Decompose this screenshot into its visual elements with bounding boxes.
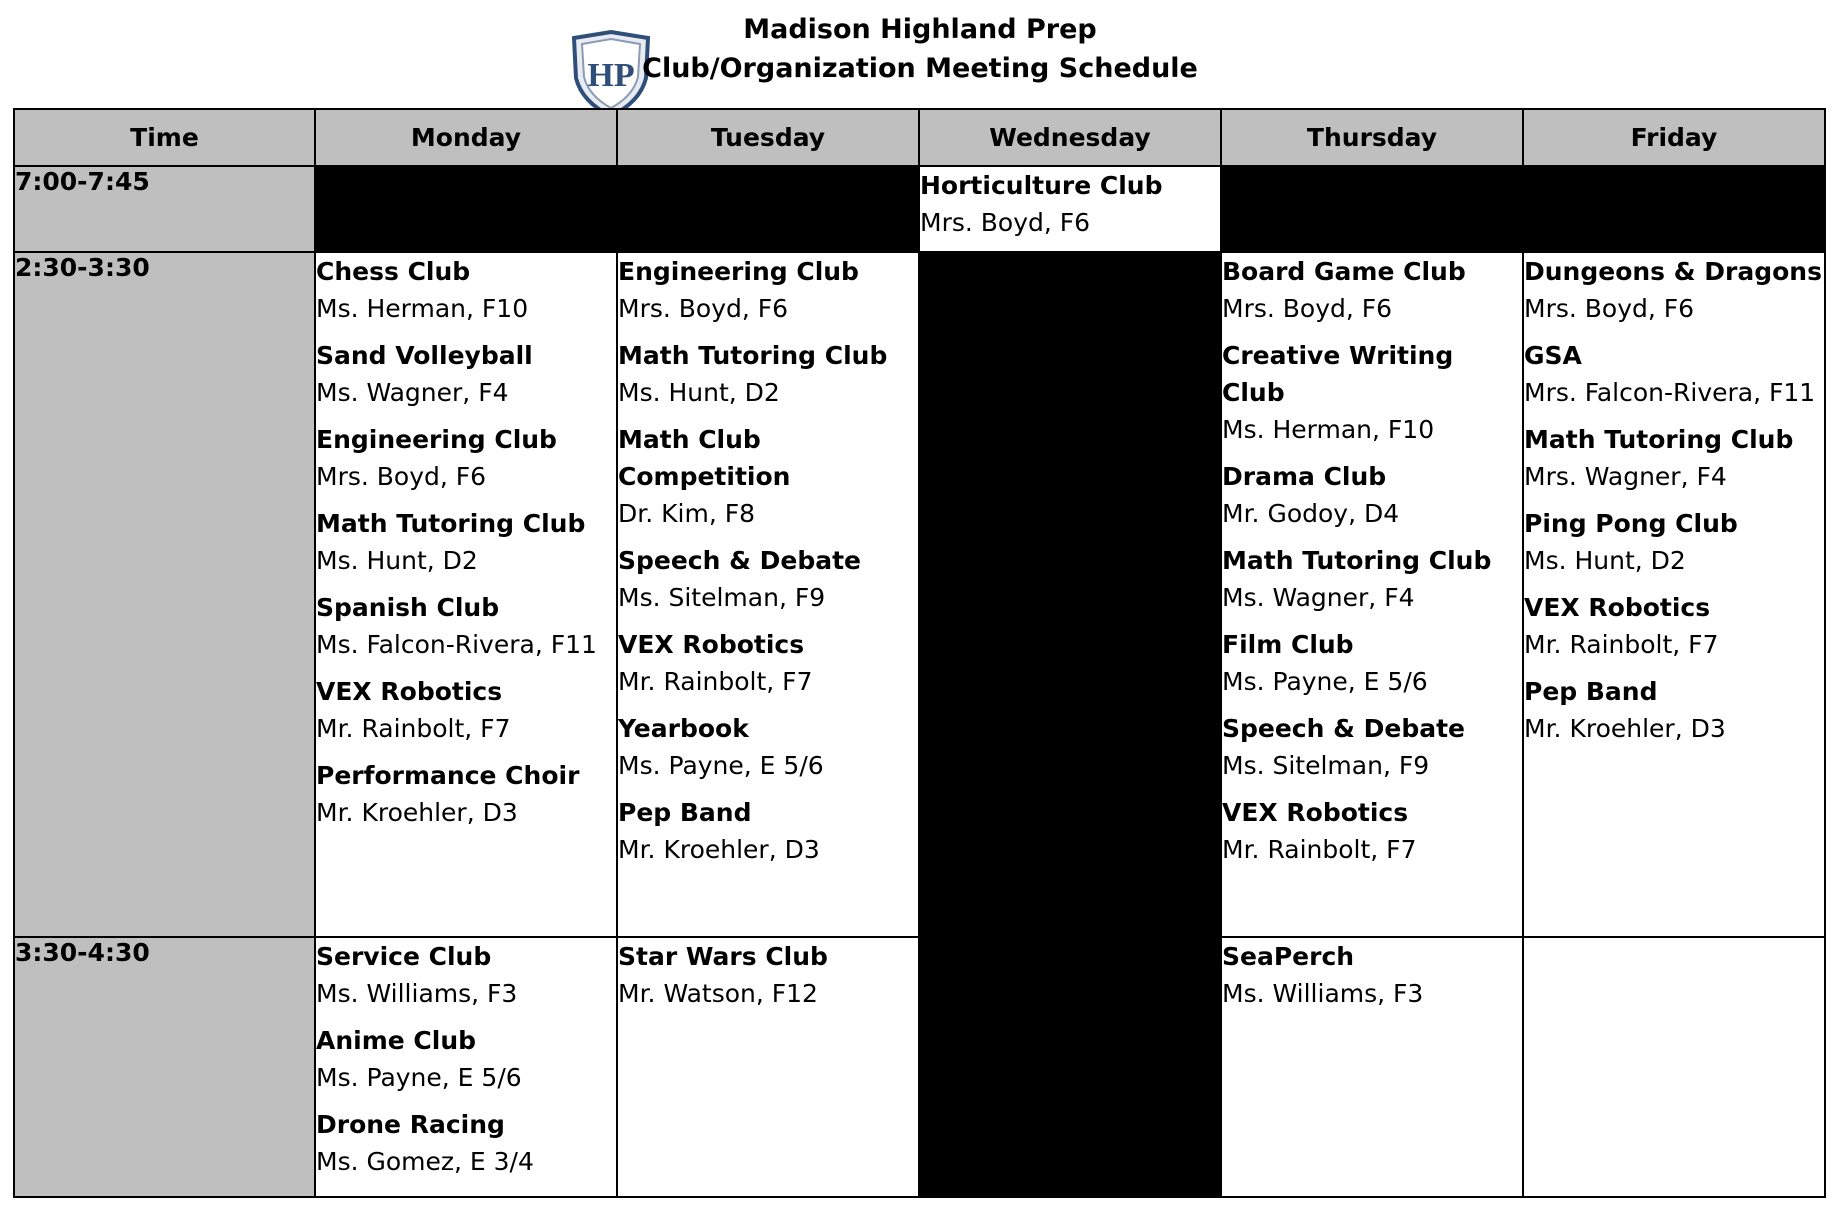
table-row — [14, 166, 1825, 252]
club-name: Performance Choir — [316, 761, 580, 790]
club-advisor: Mr. Rainbolt, F7 — [618, 667, 813, 696]
club-entry — [316, 938, 616, 1012]
club-name: Spanish Club — [316, 593, 500, 622]
club-advisor: Mr. Watson, F12 — [618, 979, 818, 1008]
club-entry — [1524, 337, 1824, 411]
club-entry — [1222, 794, 1522, 868]
club-cell — [1523, 252, 1825, 937]
club-advisor: Ms. Williams, F3 — [316, 979, 518, 1008]
club-entry — [316, 1022, 616, 1096]
column-header-time: Time — [14, 109, 315, 166]
club-advisor: Mr. Godoy, D4 — [1222, 499, 1400, 528]
club-name: Star Wars Club — [618, 942, 828, 971]
club-advisor: Mrs. Falcon-Rivera, F11 — [1524, 378, 1816, 407]
club-advisor: Mr. Rainbolt, F7 — [1222, 835, 1417, 864]
column-header-wednesday: Wednesday — [919, 109, 1221, 166]
club-name: SeaPerch — [1222, 942, 1355, 971]
club-name: VEX Robotics — [1222, 798, 1409, 827]
page-title — [620, 10, 1220, 88]
club-cell — [315, 252, 617, 937]
club-name: Dungeons & Dragons — [1524, 257, 1822, 286]
club-entry — [618, 421, 918, 532]
club-advisor: Mr. Rainbolt, F7 — [316, 714, 511, 743]
club-entry — [1222, 938, 1522, 1012]
time-slot: 3:30-4:30 — [14, 937, 315, 1197]
club-name: Drone Racing — [316, 1110, 505, 1139]
club-entry — [316, 505, 616, 579]
time-slot: 7:00-7:45 — [14, 166, 315, 252]
club-entry — [618, 542, 918, 616]
club-name: Math Tutoring Club — [1524, 425, 1794, 454]
document-header — [0, 6, 1832, 110]
column-header-monday: Monday — [315, 109, 617, 166]
club-entry — [316, 421, 616, 495]
school-name: Madison Highland Prep — [743, 14, 1097, 45]
club-advisor: Ms. Wagner, F4 — [1222, 583, 1415, 612]
club-advisor: Mrs. Wagner, F4 — [1524, 462, 1727, 491]
club-entry — [618, 253, 918, 327]
column-header-friday: Friday — [1523, 109, 1825, 166]
club-advisor: Ms. Sitelman, F9 — [618, 583, 826, 612]
club-advisor: Dr. Kim, F8 — [618, 499, 755, 528]
club-name: Anime Club — [316, 1026, 477, 1055]
club-name: GSA — [1524, 341, 1582, 370]
club-entry — [316, 589, 616, 663]
club-advisor: Mrs. Boyd, F6 — [920, 208, 1091, 237]
club-name: Creative Writing Club — [1222, 341, 1454, 407]
club-advisor: Ms. Hunt, D2 — [1524, 546, 1686, 575]
club-name: VEX Robotics — [1524, 593, 1711, 622]
club-entry — [1222, 542, 1522, 616]
club-cell — [617, 252, 919, 937]
club-name: Math Tutoring Club — [1222, 546, 1492, 575]
time-slot: 2:30-3:30 — [14, 252, 315, 937]
club-advisor: Ms. Falcon-Rivera, F11 — [316, 630, 597, 659]
club-advisor: Mr. Kroehler, D3 — [618, 835, 820, 864]
club-entry — [1222, 458, 1522, 532]
club-name: Drama Club — [1222, 462, 1387, 491]
club-name: Sand Volleyball — [316, 341, 533, 370]
club-entry — [316, 1106, 616, 1180]
club-name: Math Club Competition — [618, 425, 791, 491]
club-name: Yearbook — [618, 714, 749, 743]
club-advisor: Mrs. Boyd, F6 — [316, 462, 487, 491]
empty-cell — [1523, 937, 1825, 1197]
club-advisor: Mr. Kroehler, D3 — [316, 798, 518, 827]
club-name: Film Club — [1222, 630, 1354, 659]
club-name: Horticulture Club — [920, 171, 1163, 200]
no-meeting-cell — [617, 166, 919, 252]
club-name: VEX Robotics — [316, 677, 503, 706]
club-entry — [618, 626, 918, 700]
column-header-tuesday: Tuesday — [617, 109, 919, 166]
logo-monogram: HP — [587, 57, 635, 94]
club-name: Engineering Club — [316, 425, 557, 454]
club-advisor: Ms. Wagner, F4 — [316, 378, 509, 407]
club-advisor: Mrs. Boyd, F6 — [1524, 294, 1695, 323]
club-entry — [618, 938, 918, 1012]
club-advisor: Ms. Payne, E 5/6 — [1222, 667, 1428, 696]
club-cell — [617, 937, 919, 1197]
no-meeting-cell — [1221, 166, 1523, 252]
club-name: Service Club — [316, 942, 492, 971]
club-advisor: Mrs. Boyd, F6 — [618, 294, 789, 323]
meeting-schedule-table — [13, 108, 1826, 1198]
club-entry — [1222, 337, 1522, 448]
column-header-thursday: Thursday — [1221, 109, 1523, 166]
club-entry — [1524, 253, 1824, 327]
club-advisor: Ms. Hunt, D2 — [316, 546, 478, 575]
no-meeting-cell — [919, 252, 1221, 1197]
club-name: Engineering Club — [618, 257, 859, 286]
club-entry — [316, 757, 616, 831]
club-entry — [1222, 710, 1522, 784]
club-advisor: Mr. Rainbolt, F7 — [1524, 630, 1719, 659]
club-entry — [1524, 589, 1824, 663]
club-cell — [919, 166, 1221, 252]
club-entry — [1524, 505, 1824, 579]
club-entry — [618, 710, 918, 784]
club-name: Speech & Debate — [618, 546, 862, 575]
club-advisor: Ms. Gomez, E 3/4 — [316, 1147, 534, 1176]
club-entry — [1222, 626, 1522, 700]
club-name: Pep Band — [618, 798, 752, 827]
header-row — [14, 109, 1825, 166]
table-row — [14, 252, 1825, 937]
club-advisor: Ms. Herman, F10 — [1222, 415, 1435, 444]
club-advisor: Ms. Payne, E 5/6 — [316, 1063, 522, 1092]
club-entry — [618, 337, 918, 411]
club-name: Math Tutoring Club — [316, 509, 586, 538]
club-entry — [1524, 673, 1824, 747]
club-name: Math Tutoring Club — [618, 341, 888, 370]
club-advisor: Mr. Kroehler, D3 — [1524, 714, 1726, 743]
club-name: Pep Band — [1524, 677, 1658, 706]
club-entry — [920, 167, 1220, 241]
club-entry — [1524, 421, 1824, 495]
club-advisor: Ms. Williams, F3 — [1222, 979, 1424, 1008]
club-cell — [1221, 937, 1523, 1197]
club-cell — [315, 937, 617, 1197]
club-entry — [1222, 253, 1522, 327]
club-name: Speech & Debate — [1222, 714, 1466, 743]
club-entry — [316, 337, 616, 411]
schedule-subtitle: Club/Organization Meeting Schedule — [642, 53, 1198, 84]
no-meeting-cell — [315, 166, 617, 252]
club-cell — [1221, 252, 1523, 937]
club-name: Chess Club — [316, 257, 471, 286]
club-advisor: Ms. Sitelman, F9 — [1222, 751, 1430, 780]
club-advisor: Mrs. Boyd, F6 — [1222, 294, 1393, 323]
club-entry — [618, 794, 918, 868]
club-advisor: Ms. Herman, F10 — [316, 294, 529, 323]
club-advisor: Ms. Payne, E 5/6 — [618, 751, 824, 780]
club-entry — [316, 253, 616, 327]
club-entry — [316, 673, 616, 747]
club-name: Ping Pong Club — [1524, 509, 1738, 538]
no-meeting-cell — [1523, 166, 1825, 252]
club-advisor: Ms. Hunt, D2 — [618, 378, 780, 407]
club-name: Board Game Club — [1222, 257, 1466, 286]
club-name: VEX Robotics — [618, 630, 805, 659]
